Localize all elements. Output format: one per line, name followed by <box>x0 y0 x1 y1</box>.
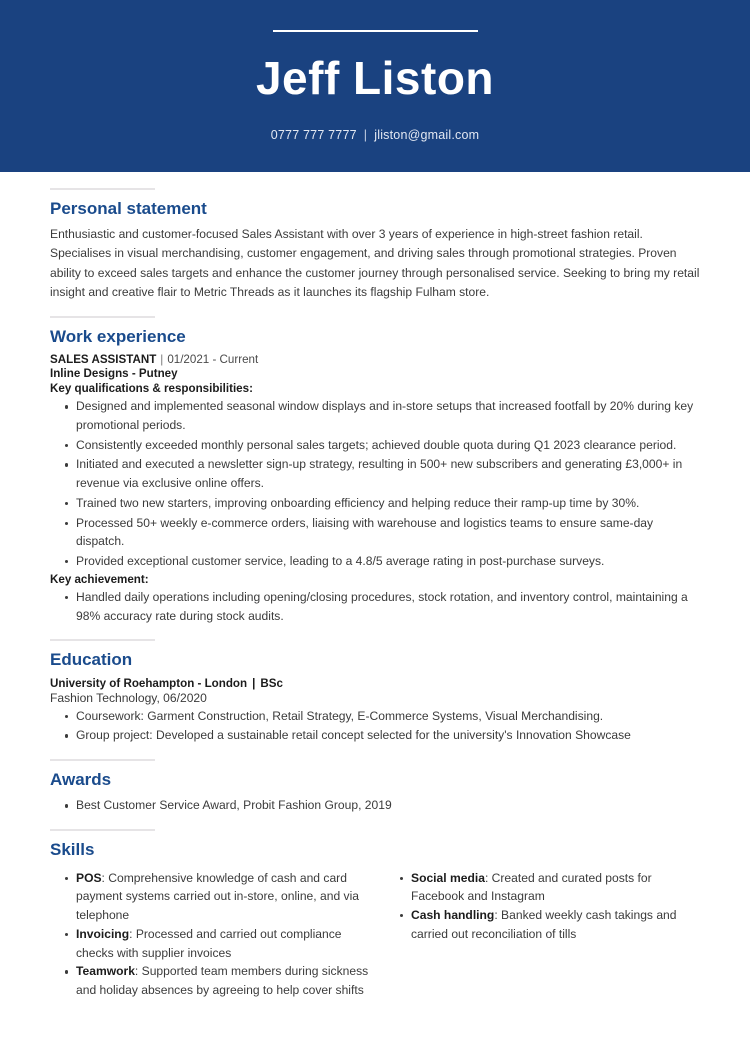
list-item <box>50 869 375 925</box>
section-education <box>50 639 700 745</box>
list-item: Handled daily operations including opening/closing procedures, stock rotation, and inventory control, maintaining a 98% accuracy rate during stock audits. <box>50 588 700 625</box>
personal-statement-text: Enthusiastic and customer-focused Sales Assistant with over 3 years of experience in high-street fashion retail. Specialises in visual merchandising, customer engagement, and driving sales through promotional strategies. Proven ability to exceed sales targets and enhance the customer journey through personalised service. Seeking to bring my retail insight and creative flair to Metric Threads as it launches its flagship Fulham store. <box>50 227 700 299</box>
resume-header <box>0 0 750 172</box>
list-item: Best Customer Service Award, Probit Fashion Group, 2019 <box>50 796 700 815</box>
list-item: Provided exceptional customer service, leading to a 4.8/5 average rating in post-purchase surveys. <box>50 552 700 571</box>
awards-list <box>50 796 700 815</box>
section-divider <box>50 639 155 641</box>
responsibilities-label: Key qualifications & responsibilities: <box>50 382 253 396</box>
section-title-skills: Skills <box>50 840 95 860</box>
skill-label: POS <box>76 870 102 885</box>
education-list <box>50 707 700 745</box>
list-item: Trained two new starters, improving onboarding efficiency and helping reduce their ramp-up time by 30%. <box>50 494 700 513</box>
job-title-line: SALES ASSISTANT | 01/2021 - Current <box>50 353 259 367</box>
achievement-label: Key achievement: <box>50 572 149 586</box>
list-item <box>50 925 375 962</box>
job-dates: 01/2021 - Current <box>167 353 259 367</box>
header-divider <box>273 30 478 32</box>
list-item: Processed 50+ weekly e-commerce orders, liaising with warehouse and logistics teams to ensure same-day dispatch. <box>50 514 700 551</box>
skill-text: : Created and curated posts for Facebook and Instagram <box>411 870 652 904</box>
email-address: jliston@gmail.com <box>374 128 480 143</box>
skill-text: : Comprehensive knowledge of cash and card payment systems carried out in-store, online, and via telephone <box>76 870 359 923</box>
section-title-personal-statement: Personal statement <box>50 199 207 218</box>
contact-separator: | <box>363 128 368 143</box>
section-divider <box>50 316 155 318</box>
skill-text: : Banked weekly cash takings and carried out reconciliation of tills <box>411 908 677 941</box>
list-item: Consistently exceeded monthly personal sales targets; achieved double quota during Q1 2023 clearance period. <box>50 436 700 455</box>
job-employer: Inline Designs - Putney <box>50 367 178 381</box>
achievements-list <box>50 588 700 625</box>
skill-text: : Supported team members during sickness and holiday absences by agreeing to help cover shifts <box>76 964 369 998</box>
candidate-name: Jeff Liston <box>255 52 495 104</box>
skill-label: Social media <box>411 870 485 885</box>
section-personal-statement <box>50 188 700 302</box>
section-awards <box>50 759 700 815</box>
responsibilities-list <box>50 397 700 571</box>
list-item <box>385 906 700 943</box>
section-title-work-experience: Work experience <box>50 326 186 346</box>
skills-list-left <box>50 869 375 1000</box>
skills-left-column <box>50 867 375 1000</box>
phone-number: 0777 777 7777 <box>270 128 357 143</box>
section-title-education: Education <box>50 650 133 670</box>
education-subject-date: Fashion Technology, 06/2020 <box>50 690 207 705</box>
list-item: Coursework: Garment Construction, Retail Strategy, E-Commerce Systems, Visual Merchandising. <box>50 707 700 726</box>
section-divider <box>50 829 155 831</box>
skill-label: Invoicing <box>76 926 130 941</box>
section-divider <box>50 759 155 761</box>
education-degree: BSc <box>260 676 283 690</box>
skills-columns <box>50 867 700 1000</box>
skills-list-right <box>385 869 700 944</box>
education-institution: University of Roehampton - London <box>50 676 248 690</box>
section-title-awards: Awards <box>50 770 112 790</box>
list-item: Designed and implemented seasonal window displays and in-store setups that increased footfall by 20% during key promotional periods. <box>50 397 700 434</box>
education-separator: | <box>252 676 256 690</box>
resume-body <box>0 188 750 1000</box>
skill-label: Teamwork <box>76 964 135 979</box>
contact-line <box>0 128 750 142</box>
skill-text: : Processed and carried out compliance checks with supplier invoices <box>76 926 342 960</box>
section-work-experience <box>50 316 700 625</box>
list-item <box>385 869 700 906</box>
section-skills <box>50 829 700 1000</box>
education-institution-line <box>50 677 700 690</box>
skills-right-column <box>375 867 700 1000</box>
section-divider <box>50 188 155 190</box>
skill-label: Cash handling <box>411 908 495 923</box>
list-item: Initiated and executed a newsletter sign-up strategy, resulting in 500+ new subscribers and generating £3,000+ in revenue via exclusive online offers. <box>50 455 700 492</box>
list-item: Group project: Developed a sustainable retail concept selected for the university's Innovation Showcase <box>50 726 700 745</box>
list-item <box>50 962 375 999</box>
job-role: SALES ASSISTANT <box>50 353 157 367</box>
